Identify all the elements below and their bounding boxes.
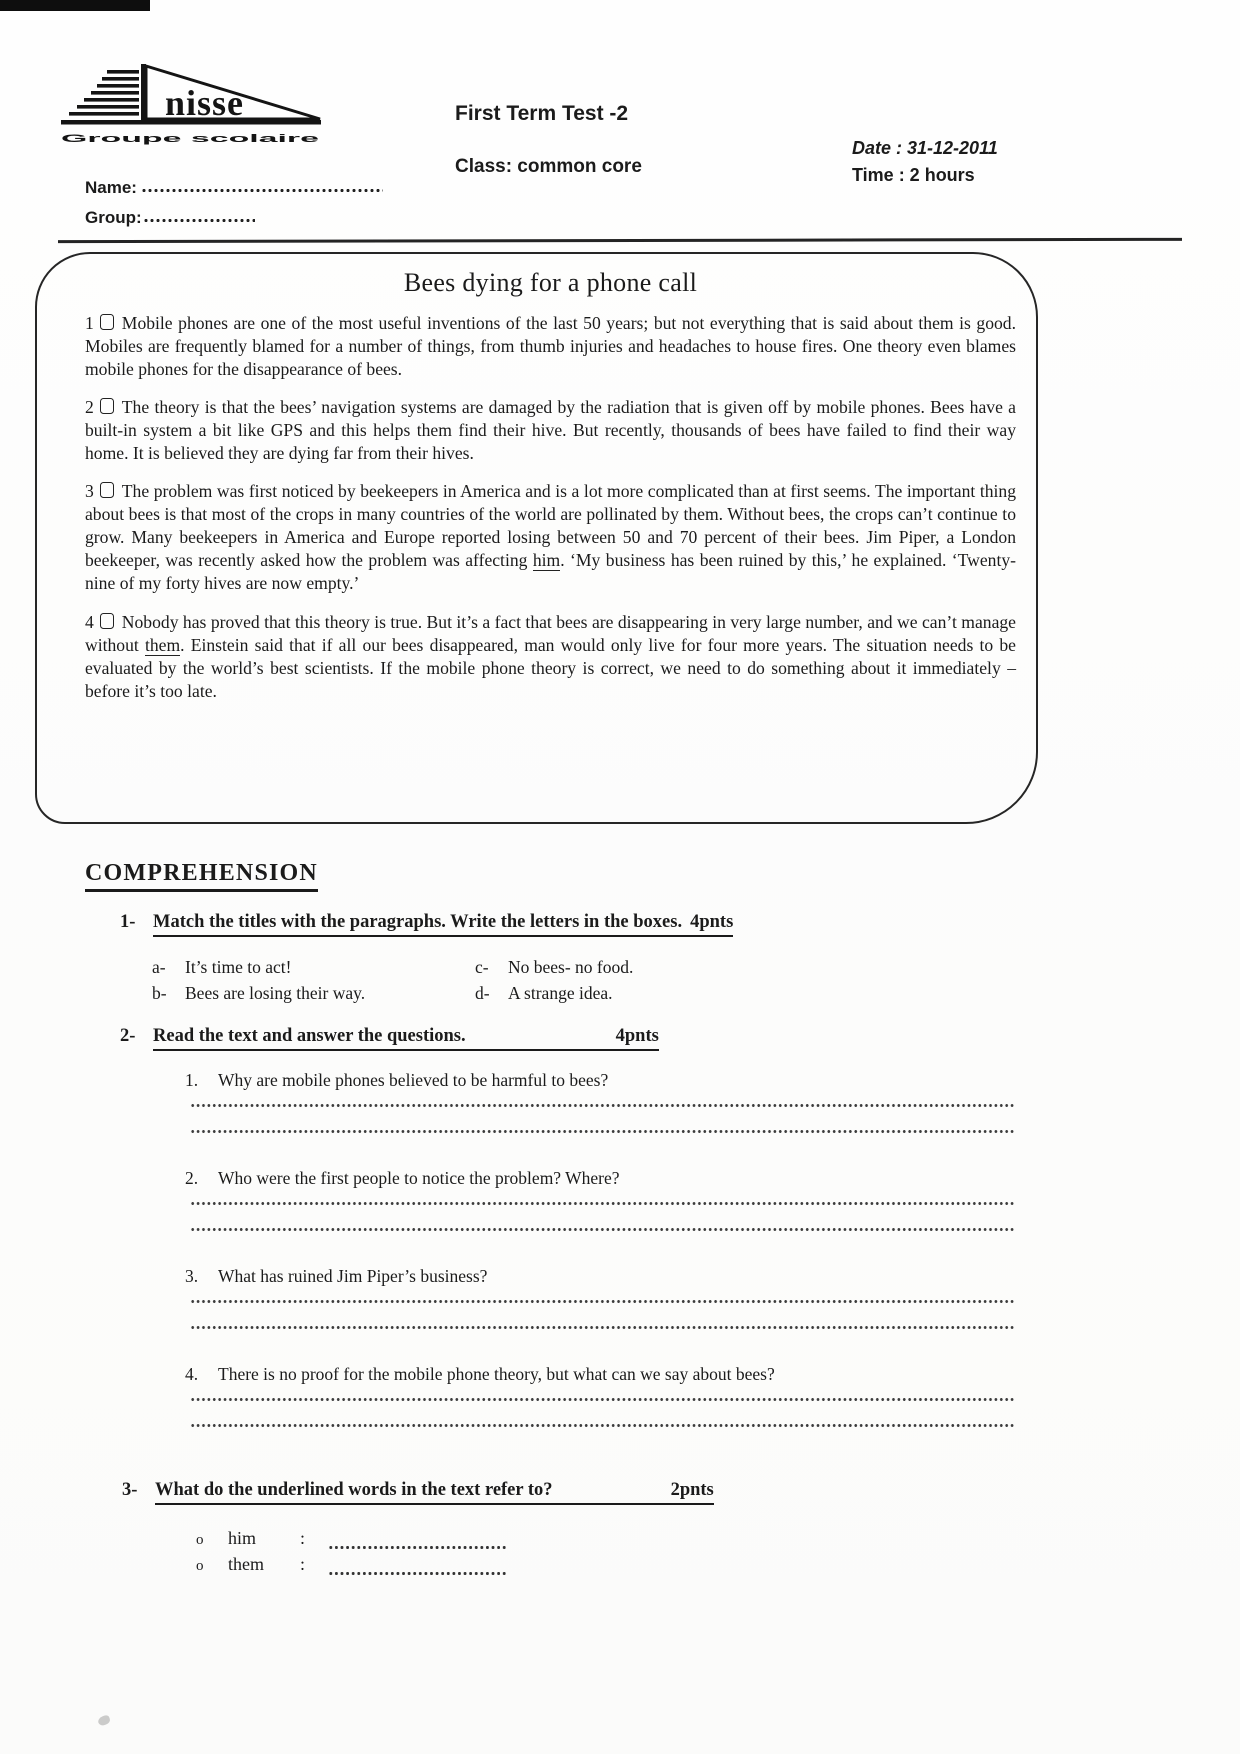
sub-question-text bbox=[185, 1070, 1017, 1091]
date-label: Date : 31-12-2011 bbox=[852, 138, 998, 158]
reading-passage-box bbox=[35, 252, 1038, 824]
answer-line bbox=[190, 1103, 1014, 1108]
sub-question-label: There is no proof for the mobile phone theory, but what can we say about bees? bbox=[218, 1364, 775, 1384]
paragraph-answer-box bbox=[100, 314, 114, 330]
match-option bbox=[152, 983, 475, 1004]
passage-paragraph bbox=[85, 611, 1016, 703]
class-label: Class: common core bbox=[455, 156, 642, 177]
time-label: Time : 2 hours bbox=[852, 165, 975, 185]
sub-question-number: 1. bbox=[185, 1070, 199, 1090]
paragraph-text: The theory is that the bees’ navigation systems are damaged by the radiation that is given off by mobile phones. Bees have a built-in system a bit like GPS and this helps them find their hive. But recently, thousands of bees have failed to find their way home. It is believed they are dying far from their hives. bbox=[85, 397, 1016, 464]
option-letter: b- bbox=[152, 983, 167, 1003]
answer-line bbox=[190, 1129, 1014, 1134]
question-2-points: 4pnts bbox=[615, 1026, 659, 1046]
item-bullet: o bbox=[196, 1558, 204, 1574]
header-center bbox=[455, 102, 642, 178]
passage-paragraphs bbox=[85, 312, 1016, 703]
underlined-word-label: him bbox=[228, 1528, 257, 1548]
paragraph-answer-box bbox=[100, 613, 114, 629]
paragraph-text: The problem was first noticed by beekeepers in America and is a lot more complicated than at first seems. The important thing about bees is that most of the crops in many countries of the world are pollinated by them. Without bees, the crops can’t continue to grow. Many beekeepers in America and Europe reported losing between 50 and 70 percent of their bees. Jim Piper, a London beekeeper, was recently asked how the problem was affecting bbox=[85, 481, 1016, 571]
option-text: A strange idea. bbox=[508, 983, 613, 1003]
sub-question-text bbox=[185, 1364, 1017, 1385]
option-letter: d- bbox=[475, 983, 490, 1003]
option-text: It’s time to act! bbox=[185, 957, 292, 977]
question-2-number: 2- bbox=[120, 1026, 136, 1046]
item-colon: : bbox=[300, 1554, 306, 1574]
question-3-title: What do the underlined words in the text refer to? bbox=[155, 1480, 553, 1500]
match-option bbox=[152, 957, 475, 978]
question-2-heading bbox=[120, 1026, 659, 1051]
option-text: Bees are losing their way. bbox=[185, 983, 366, 1003]
sub-question bbox=[185, 1070, 1017, 1134]
test-title: First Term Test -2 bbox=[455, 102, 629, 125]
question-1-heading bbox=[120, 912, 733, 937]
logo-brand-text: nisse bbox=[165, 83, 245, 123]
match-option bbox=[475, 983, 633, 1004]
sub-question-text bbox=[185, 1266, 1017, 1287]
passage-paragraph bbox=[85, 312, 1016, 381]
passage-title: Bees dying for a phone call bbox=[403, 268, 698, 297]
sub-question-number: 3. bbox=[185, 1266, 199, 1286]
answer-line bbox=[328, 1545, 508, 1550]
sub-question-label: Why are mobile phones believed to be harmful to bees? bbox=[218, 1070, 609, 1090]
paragraph-answer-box bbox=[100, 482, 114, 498]
question-2-title: Read the text and answer the questions. bbox=[153, 1026, 466, 1046]
comprehension-heading: COMPREHENSION bbox=[85, 860, 318, 892]
reference-item bbox=[196, 1554, 508, 1580]
answer-line bbox=[190, 1397, 1014, 1402]
group-label: Group: bbox=[85, 208, 142, 227]
sub-question-label: What has ruined Jim Piper’s business? bbox=[218, 1266, 488, 1286]
item-colon: : bbox=[300, 1528, 306, 1548]
sub-question bbox=[185, 1266, 1017, 1330]
paragraph-text: Mobile phones are one of the most useful inventions of the last 50 years; but not everything that is said about them is good. Mobiles are frequently blamed for a number of things, from thumb injuries and headaches to house fires. One theory even blames mobile phones for the disappearance of bees. bbox=[85, 313, 1016, 380]
scan-artifact-bar bbox=[0, 0, 150, 11]
scan-artifact-smudge bbox=[97, 1714, 111, 1727]
school-logo bbox=[55, 62, 325, 161]
item-bullet: o bbox=[196, 1532, 204, 1548]
group-blank bbox=[143, 218, 255, 223]
question-1-number: 1- bbox=[120, 912, 136, 932]
paragraph-text: . Einstein said that if all our bees disappeared, man would only live for four more years. The situation needs to be evaluated by the world’s best scientists. If the mobile phone theory is correct, we need to do something about it immediately – before it’s too late. bbox=[85, 634, 1016, 701]
question-2-subquestions bbox=[185, 1070, 1017, 1462]
group-row bbox=[85, 208, 255, 228]
paragraph-text: Nobody has proved that this theory is true. But it’s a fact that bees are disappearing in very large number, and we can’t manage without bbox=[85, 611, 1016, 655]
name-row bbox=[85, 178, 383, 198]
question-3-items bbox=[196, 1528, 508, 1580]
answer-line bbox=[190, 1325, 1014, 1330]
option-letter: a- bbox=[152, 957, 166, 977]
underlined-word: them bbox=[144, 634, 181, 655]
paragraph-number: 2 bbox=[85, 397, 94, 418]
sub-question bbox=[185, 1364, 1017, 1428]
header-right bbox=[852, 138, 998, 186]
sub-question-number: 4. bbox=[185, 1364, 199, 1384]
sub-question bbox=[185, 1168, 1017, 1232]
header-divider bbox=[58, 238, 1182, 243]
underlined-word-label: them bbox=[228, 1554, 264, 1574]
underlined-word: him bbox=[532, 550, 561, 571]
sub-question-text bbox=[185, 1168, 1017, 1189]
question-1-options bbox=[152, 957, 633, 1004]
passage-paragraph bbox=[85, 396, 1016, 465]
sub-question-number: 2. bbox=[185, 1168, 199, 1188]
paragraph-number: 1 bbox=[85, 313, 94, 333]
school-logo-icon bbox=[55, 62, 325, 156]
answer-line bbox=[190, 1423, 1014, 1428]
logo-tagline-text: Groupe scolaire bbox=[61, 133, 319, 145]
passage-paragraph bbox=[85, 480, 1016, 595]
answer-line bbox=[328, 1571, 508, 1576]
question-1-points: 4pnts bbox=[690, 912, 734, 932]
paragraph-text: . ‘My business has been ruined by this,’ he explained. ‘Twenty-nine of my forty hives are now empty.’ bbox=[85, 550, 1016, 594]
question-1-title: Match the titles with the paragraphs. Write the letters in the boxes. bbox=[153, 912, 683, 932]
match-option bbox=[475, 957, 633, 978]
option-letter: c- bbox=[475, 957, 489, 977]
answer-line bbox=[190, 1299, 1014, 1304]
question-3-points: 2pnts bbox=[670, 1480, 714, 1500]
sub-question-label: Who were the first people to notice the problem? Where? bbox=[218, 1168, 620, 1188]
name-blank bbox=[141, 188, 383, 193]
paragraph-number: 4 bbox=[85, 611, 94, 632]
reference-item bbox=[196, 1528, 508, 1554]
paragraph-number: 3 bbox=[85, 481, 94, 502]
option-text: No bees- no food. bbox=[508, 957, 634, 977]
answer-line bbox=[190, 1201, 1014, 1206]
question-3-heading bbox=[122, 1480, 714, 1505]
paragraph-answer-box bbox=[100, 398, 114, 414]
answer-line bbox=[190, 1227, 1014, 1232]
question-3-number: 3- bbox=[122, 1480, 138, 1500]
name-label: Name: bbox=[85, 178, 137, 197]
